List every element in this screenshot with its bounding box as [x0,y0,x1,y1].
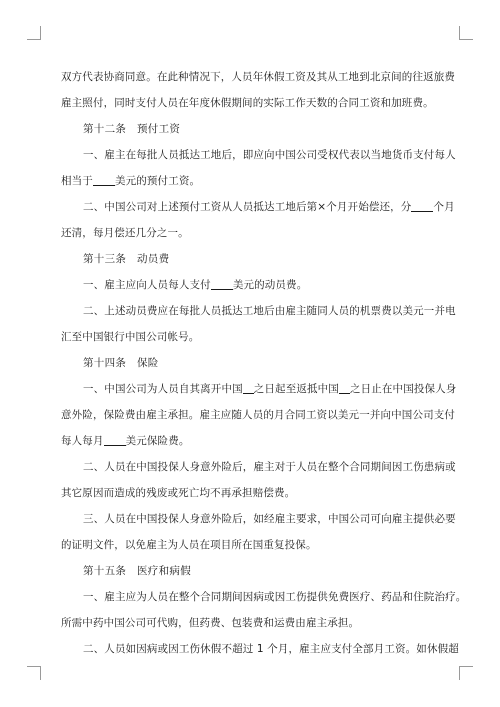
paragraph-line [61,168,443,194]
text-run: 二、中国公司对上述预付工资从人员抵达工地后第×个月开始偿还，分 [83,201,412,213]
text-run: 其它原因而造成的残废或死亡均不再承担赔偿费。 [61,487,296,499]
crop-mark-top-right [459,26,473,40]
paragraph-line [61,532,443,558]
paragraph-line [61,376,457,402]
text-run: 二、人员在中国投保人身意外险后，雇主对于人员在整个合同期间因工伤患病或 [83,461,456,473]
text-run: 第十三条 动员费 [83,253,170,265]
text-run: 个月 [433,201,455,213]
text-run: 三、人员在中国投保人身意外险后，如经雇主要求，中国公司可向雇主提供必要 [83,513,456,525]
fill-in-blank [339,380,350,394]
text-run: 美元的预付工资。 [114,175,201,187]
crop-mark-bottom-left [27,666,41,680]
text-run: 第十二条 预付工资 [83,123,181,135]
paragraph-line [61,142,456,168]
paragraph-line [61,480,443,506]
paragraph-line [61,324,443,350]
text-run: 美元保险费。 [125,435,190,447]
text-run: 之日止在中国投保人身 [349,383,457,395]
text-run: 之日起至返抵中国 [253,383,339,395]
document-body [61,64,467,662]
text-run: 意外险，保险费由雇主承担。雇主应随人员的月合同工资以美元一并向中国公司支付 [61,409,456,421]
article-heading [61,116,443,142]
text-run: 第十五条 医疗和病假 [83,565,191,577]
paragraph-line [61,610,443,636]
text-run: 每人每月 [61,435,104,447]
text-run: 第十四条 保险 [83,357,159,369]
fill-in-blank [104,432,126,446]
text-run: 汇至中国银行中国公司帐号。 [61,331,200,343]
fill-in-blank [411,198,433,212]
fill-in-blank [93,172,115,186]
paragraph-line [61,64,456,90]
paragraph-line [61,636,459,662]
paragraph-line [61,454,456,480]
text-run: 一、雇主应向人员每人支付 [83,279,211,291]
text-run: 一、雇主应为人员在整个合同期间因病或因工伤提供免费医疗、药品和住院治疗。 [83,591,467,603]
paragraph-line [61,506,456,532]
text-run: 一、雇主在每批人员抵达工地后，即应向中国公司受权代表以当地货币支付每人 [83,149,456,161]
crop-mark-top-left [27,26,41,40]
text-run: 一、中国公司为人员自其离开中国 [83,383,243,395]
paragraph-line [61,272,443,298]
paragraph-line [61,428,443,454]
paragraph-line [61,584,467,610]
paragraph-line [61,220,443,246]
text-run: 所需中药中国公司可代购，但药费、包装费和运费由雇主承担。 [61,617,360,629]
crop-mark-bottom-right [459,666,473,680]
text-run: 二、上述动员费应在每批人员抵达工地后由雇主随同人员的机票费以美元一并电 [83,305,456,317]
text-run: 雇主照付，同时支付人员在年度休假期间的实际工作天数的合同工资和加班费。 [61,97,434,109]
text-run: 相当于 [61,175,93,187]
article-heading [61,246,443,272]
fill-in-blank [243,380,254,394]
article-heading [61,558,443,584]
article-heading [61,350,443,376]
paragraph-line [61,194,455,220]
text-run: 美元的动员费。 [232,279,308,291]
text-run: 的证明文件，以免雇主为人员在项目所在国重复投保。 [61,539,317,551]
paragraph-line [61,402,456,428]
text-run: 双方代表协商同意。在此种情况下，人员年休假工资及其从工地到北京间的往返旅费 [61,71,456,83]
fill-in-blank [211,276,233,290]
text-run: 还清，每月偿还几分之一。 [61,227,189,239]
paragraph-line [61,298,456,324]
paragraph-line [61,90,443,116]
text-run: 二、人员如因病或因工伤休假不超过 1 个月，雇主应支付全部月工资。如休假超 [83,643,459,655]
